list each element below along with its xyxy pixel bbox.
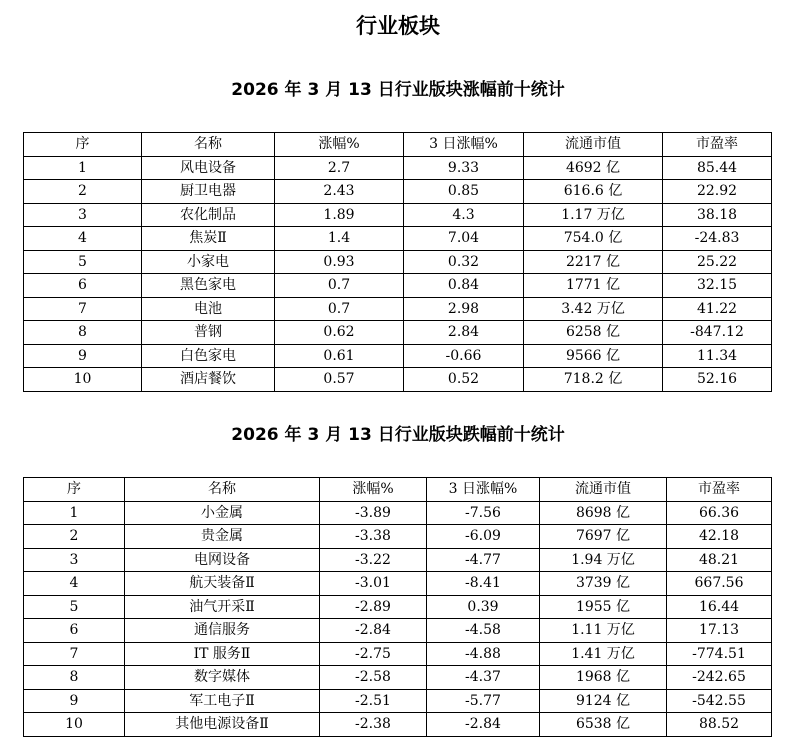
cell-market-cap: 1771 亿: [524, 274, 663, 298]
cell-pe-ratio: -542.55: [667, 689, 772, 713]
cell-index: 5: [24, 595, 125, 619]
cell-index: 2: [24, 180, 142, 204]
cell-change: -2.75: [320, 642, 427, 666]
header-name: 名称: [142, 133, 275, 157]
cell-3day-change: -4.88: [427, 642, 540, 666]
table-row: [24, 321, 772, 345]
cell-index: 6: [24, 274, 142, 298]
cell-pe-ratio: 16.44: [667, 595, 772, 619]
table-row: [24, 595, 772, 619]
table-row: [24, 713, 772, 737]
loss-table: [23, 477, 772, 737]
cell-market-cap: 754.0 亿: [524, 227, 663, 251]
cell-market-cap: 1955 亿: [540, 595, 667, 619]
table-row: [24, 156, 772, 180]
table-row: [24, 180, 772, 204]
cell-pe-ratio: 85.44: [663, 156, 772, 180]
cell-index: 9: [24, 344, 142, 368]
cell-market-cap: 1968 亿: [540, 666, 667, 690]
cell-market-cap: 7697 亿: [540, 525, 667, 549]
cell-market-cap: 616.6 亿: [524, 180, 663, 204]
cell-3day-change: -8.41: [427, 572, 540, 596]
cell-change: 0.62: [275, 321, 404, 345]
cell-change: -2.58: [320, 666, 427, 690]
cell-3day-change: 2.98: [404, 297, 524, 321]
cell-pe-ratio: -774.51: [667, 642, 772, 666]
cell-change: -3.22: [320, 548, 427, 572]
cell-market-cap: 6258 亿: [524, 321, 663, 345]
cell-change: 1.4: [275, 227, 404, 251]
cell-3day-change: -7.56: [427, 501, 540, 525]
cell-pe-ratio: 32.15: [663, 274, 772, 298]
cell-market-cap: 1.41 万亿: [540, 642, 667, 666]
table-row: [24, 619, 772, 643]
cell-name: 军工电子Ⅱ: [125, 689, 320, 713]
cell-market-cap: 2217 亿: [524, 250, 663, 274]
table-row: [24, 250, 772, 274]
cell-change: -2.89: [320, 595, 427, 619]
gain-section-title: 2026 年 3 月 13 日行业版块涨幅前十统计: [231, 80, 565, 100]
cell-index: 4: [24, 227, 142, 251]
cell-3day-change: 0.85: [404, 180, 524, 204]
cell-change: -3.89: [320, 501, 427, 525]
cell-index: 3: [24, 548, 125, 572]
cell-index: 9: [24, 689, 125, 713]
table-header-row: [24, 478, 772, 502]
cell-name: 贵金属: [125, 525, 320, 549]
table-row: [24, 203, 772, 227]
cell-name: 电网设备: [125, 548, 320, 572]
cell-name: 白色家电: [142, 344, 275, 368]
table-header-row: [24, 133, 772, 157]
cell-3day-change: 0.52: [404, 368, 524, 392]
header-market-cap: 流通市值: [524, 133, 663, 157]
header-change: 涨幅%: [275, 133, 404, 157]
cell-market-cap: 3739 亿: [540, 572, 667, 596]
cell-change: -3.01: [320, 572, 427, 596]
cell-3day-change: -6.09: [427, 525, 540, 549]
cell-index: 10: [24, 713, 125, 737]
cell-3day-change: -0.66: [404, 344, 524, 368]
header-name: 名称: [125, 478, 320, 502]
cell-change: 0.61: [275, 344, 404, 368]
cell-market-cap: 718.2 亿: [524, 368, 663, 392]
cell-name: 油气开采Ⅱ: [125, 595, 320, 619]
cell-index: 7: [24, 297, 142, 321]
cell-change: -2.38: [320, 713, 427, 737]
cell-3day-change: -4.77: [427, 548, 540, 572]
cell-pe-ratio: -847.12: [663, 321, 772, 345]
cell-index: 1: [24, 501, 125, 525]
cell-index: 10: [24, 368, 142, 392]
cell-3day-change: -4.37: [427, 666, 540, 690]
cell-pe-ratio: 48.21: [667, 548, 772, 572]
header-change: 涨幅%: [320, 478, 427, 502]
table-row: [24, 344, 772, 368]
cell-3day-change: -5.77: [427, 689, 540, 713]
cell-pe-ratio: 88.52: [667, 713, 772, 737]
cell-pe-ratio: 38.18: [663, 203, 772, 227]
cell-pe-ratio: 22.92: [663, 180, 772, 204]
table-row: [24, 548, 772, 572]
cell-change: 2.43: [275, 180, 404, 204]
cell-pe-ratio: -24.83: [663, 227, 772, 251]
header-pe-ratio: 市盈率: [663, 133, 772, 157]
cell-name: 小金属: [125, 501, 320, 525]
table-row: [24, 368, 772, 392]
cell-index: 2: [24, 525, 125, 549]
header-pe-ratio: 市盈率: [667, 478, 772, 502]
gain-table: [23, 132, 772, 392]
page-title: 行业板块: [356, 14, 440, 38]
cell-pe-ratio: 52.16: [663, 368, 772, 392]
cell-3day-change: 0.39: [427, 595, 540, 619]
cell-3day-change: 4.3: [404, 203, 524, 227]
cell-name: 航天装备Ⅱ: [125, 572, 320, 596]
cell-index: 8: [24, 321, 142, 345]
cell-change: 0.57: [275, 368, 404, 392]
table-row: [24, 666, 772, 690]
table-row: [24, 227, 772, 251]
cell-market-cap: 6538 亿: [540, 713, 667, 737]
table-row: [24, 501, 772, 525]
cell-name: 农化制品: [142, 203, 275, 227]
cell-name: 电池: [142, 297, 275, 321]
cell-name: 普钢: [142, 321, 275, 345]
cell-change: -3.38: [320, 525, 427, 549]
header-3day-change: 3 日涨幅%: [427, 478, 540, 502]
cell-index: 3: [24, 203, 142, 227]
table-row: [24, 572, 772, 596]
cell-change: 0.93: [275, 250, 404, 274]
cell-index: 1: [24, 156, 142, 180]
cell-name: 小家电: [142, 250, 275, 274]
cell-name: 黑色家电: [142, 274, 275, 298]
table-row: [24, 274, 772, 298]
table-row: [24, 689, 772, 713]
cell-pe-ratio: 25.22: [663, 250, 772, 274]
cell-3day-change: 0.32: [404, 250, 524, 274]
cell-3day-change: -4.58: [427, 619, 540, 643]
table-row: [24, 525, 772, 549]
cell-change: 2.7: [275, 156, 404, 180]
cell-market-cap: 3.42 万亿: [524, 297, 663, 321]
cell-3day-change: 7.04: [404, 227, 524, 251]
cell-name: IT 服务Ⅱ: [125, 642, 320, 666]
cell-index: 8: [24, 666, 125, 690]
cell-market-cap: 8698 亿: [540, 501, 667, 525]
cell-pe-ratio: -242.65: [667, 666, 772, 690]
cell-change: -2.51: [320, 689, 427, 713]
cell-name: 焦炭Ⅱ: [142, 227, 275, 251]
cell-pe-ratio: 41.22: [663, 297, 772, 321]
cell-name: 风电设备: [142, 156, 275, 180]
cell-index: 4: [24, 572, 125, 596]
header-3day-change: 3 日涨幅%: [404, 133, 524, 157]
cell-market-cap: 1.17 万亿: [524, 203, 663, 227]
cell-market-cap: 9566 亿: [524, 344, 663, 368]
header-market-cap: 流通市值: [540, 478, 667, 502]
cell-3day-change: -2.84: [427, 713, 540, 737]
cell-change: -2.84: [320, 619, 427, 643]
table-row: [24, 297, 772, 321]
cell-pe-ratio: 11.34: [663, 344, 772, 368]
header-index: 序: [24, 133, 142, 157]
cell-market-cap: 1.94 万亿: [540, 548, 667, 572]
cell-3day-change: 2.84: [404, 321, 524, 345]
cell-market-cap: 9124 亿: [540, 689, 667, 713]
cell-change: 1.89: [275, 203, 404, 227]
cell-index: 6: [24, 619, 125, 643]
cell-pe-ratio: 17.13: [667, 619, 772, 643]
cell-market-cap: 1.11 万亿: [540, 619, 667, 643]
cell-index: 7: [24, 642, 125, 666]
cell-name: 厨卫电器: [142, 180, 275, 204]
loss-section-title: 2026 年 3 月 13 日行业版块跌幅前十统计: [231, 425, 565, 445]
cell-pe-ratio: 667.56: [667, 572, 772, 596]
cell-3day-change: 0.84: [404, 274, 524, 298]
cell-change: 0.7: [275, 297, 404, 321]
cell-name: 数字媒体: [125, 666, 320, 690]
cell-pe-ratio: 66.36: [667, 501, 772, 525]
cell-index: 5: [24, 250, 142, 274]
cell-3day-change: 9.33: [404, 156, 524, 180]
header-index: 序: [24, 478, 125, 502]
cell-name: 其他电源设备Ⅱ: [125, 713, 320, 737]
cell-pe-ratio: 42.18: [667, 525, 772, 549]
cell-change: 0.7: [275, 274, 404, 298]
cell-name: 通信服务: [125, 619, 320, 643]
cell-name: 酒店餐饮: [142, 368, 275, 392]
cell-market-cap: 4692 亿: [524, 156, 663, 180]
table-row: [24, 642, 772, 666]
